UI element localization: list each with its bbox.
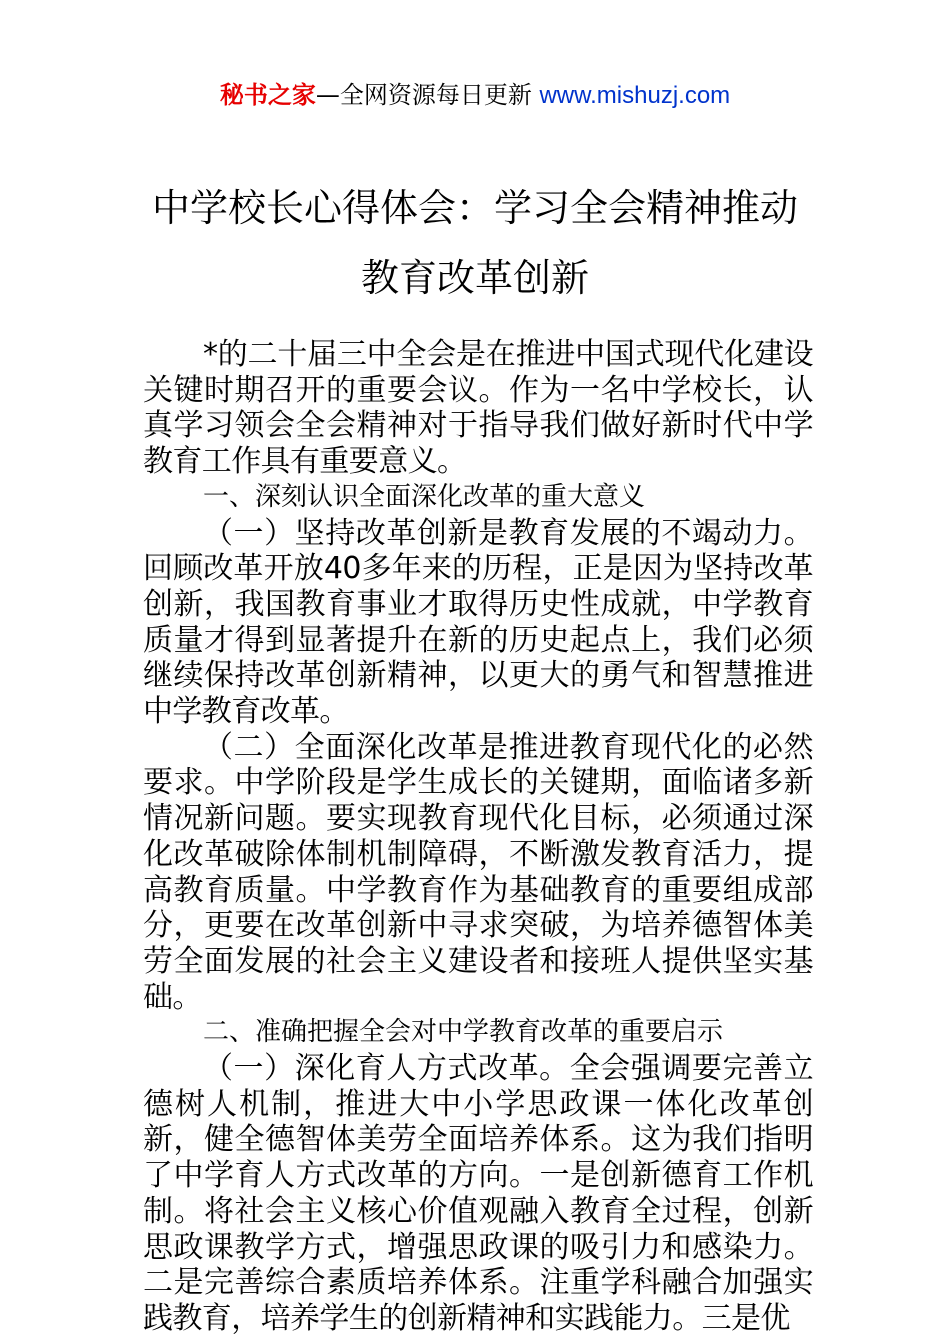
body-paragraph: （一）坚持改革创新是教育发展的不竭动力。回顾改革开放40多年来的历程，正是因为坚持改革创新，我国教育事业才取得历史性成就，中学教育质量才得到显著提升在新的历史起点上，我们必须继续保持改革创新精神，以更大的勇气和智慧推进中学教育改革。 — [143, 515, 813, 730]
brand-name: 秘书之家 — [219, 81, 316, 109]
body-paragraph: （二）全面深化改革是推进教育现代化的必然要求。中学阶段是学生成长的关键期，面临诸多新情况新问题。要实现教育现代化目标，必须通过深化改革破除体制机制障碍，不断激发教育活力，提高教育质量。中学教育作为基础教育的重要组成部分，更要在改革创新中寻求突破，为培养德智体美劳全面发展的社会主义建设者和接班人提供坚实基础。 — [143, 729, 813, 1015]
header-tagline: —全网资源每日更新 — [315, 81, 540, 109]
section-heading-2: 二、准确把握全会对中学教育改革的重要启示 — [203, 1017, 724, 1048]
document-title: 中学校长心得体会：学习全会精神推动教育改革创新 — [151, 186, 798, 300]
site-header — [0, 78, 950, 113]
section-heading-1: 一、深刻认识全面深化改革的重大意义 — [203, 481, 646, 512]
document-body — [143, 337, 813, 1337]
intro-paragraph: *的二十届三中全会是在推进中国式现代化建设关键时期召开的重要会议。作为一名中学校长，认真学习领会全会精神对于指导我们做好新时代中学教育工作具有重要意义。 — [143, 337, 813, 480]
body-paragraph: （一）深化育人方式改革。全会强调要完善立德树人机制，推进大中小学思政课一体化改革创新，健全德智体美劳全面培养体系。这为我们指明了中学育人方式改革的方向。一是创新德育工作机制。将社会主义核心价值观融入教育全过程，创新思政课教学方式，增强思政课的吸引力和感染力。二是完善综合素质培养体系。注重学科融合加强实践教育，培养学生的创新精神和实践能力。三是优 — [143, 1051, 813, 1336]
site-url-link[interactable]: www.mishuzj.com — [539, 82, 731, 109]
